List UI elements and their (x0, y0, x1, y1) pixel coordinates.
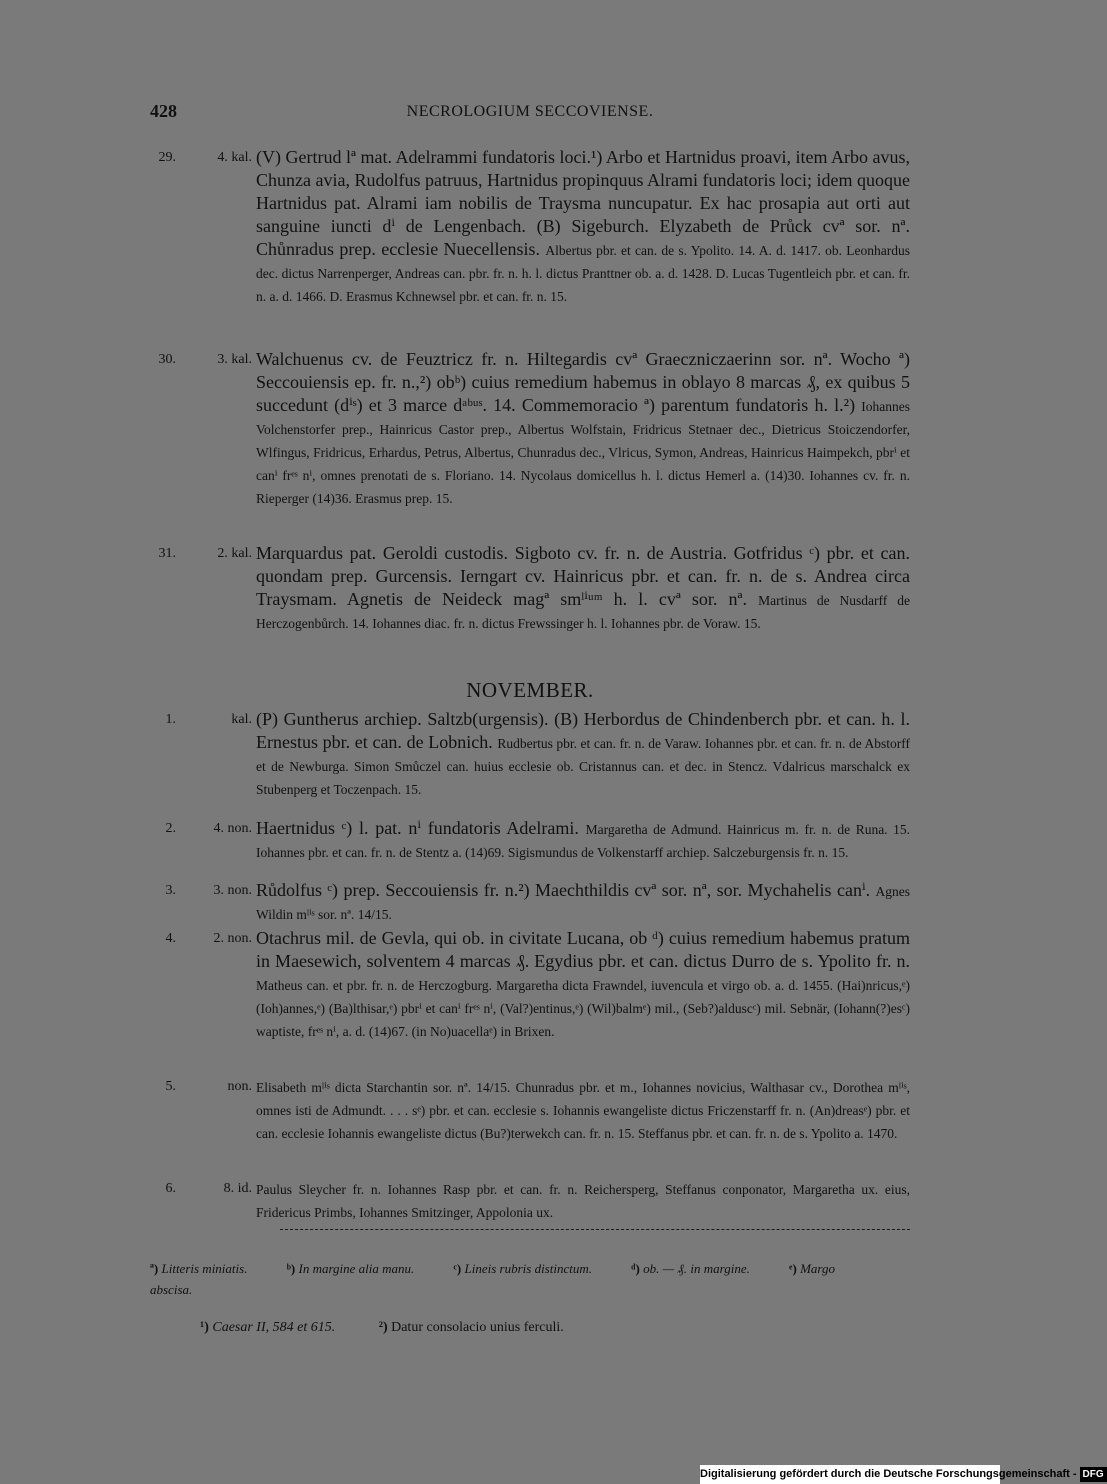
entry-day: 6. (165, 1181, 176, 1196)
entry-later-additions: Margaretha de Admund. Hainricus m. fr. n. de Runa. 15. Iohannes pbr. et can. fr. n. de Stentz a. (14)69. Sigismundus de Volkenstarff archiep. Salczeburgensis fr. n. 15. (256, 822, 911, 860)
entry-date: 4. kal. (217, 150, 252, 165)
necrology-entry (150, 927, 910, 1042)
entry-later-additions: Rudbertus pbr. et can. fr. n. de Varaw. Iohannes pbr. et can. fr. n. de Abstorff et de Newburga. Simon Smůczel can. huius ecclesie ob. Cristannus can. et dec. in Stencz. Vdalricus marschalck ex Stubenperg et Toczenpach. 15. (256, 736, 910, 797)
entry-main-text: (V) Gertrud lª mat. Adelrammi fundatoris loci.¹) Arbo et Hartnidus proavi, item Arbo avus, Chunza avia, Rudolfus patruus, Hartnidus propinquus Alrami fundatoris loci; idem quoque Hartnidus pat. Alrami iam nobilis de Traysma nuncupatur. Ex hac prosapia aut orti aut sanguine iuncti dⁱ de Lengenbach. (B) Sigeburch. Elyzabeth de Průck cvª sor. nª. Chůnradus prep. ecclesie Nuecellensis. (256, 147, 910, 259)
entry-main-text: (P) Guntherus archiep. Saltzb(urgensis). (B) Herbordus de Chindenberch pbr. et can. h. l. Ernestus pbr. et can. de Lobnich. (256, 709, 910, 752)
entry-main-text: Marquardus pat. Geroldi custodis. Sigboto cv. fr. n. de Austria. Gotfridus ᶜ) pbr. et can. quondam prep. Gurcensis. Ierngart cv. Hainricus pbr. et can. fr. n. de s. Andrea circa Traysmam. Agnetis de Neideck magª smˡⁱᵘᵐ h. l. cvª sor. nª. (256, 543, 910, 609)
entry-day: 1. (165, 712, 176, 727)
entry-date: 3. kal. (217, 352, 252, 367)
entry-text (256, 708, 910, 800)
entry-text (256, 1075, 910, 1144)
entry-date: 2. non. (213, 931, 252, 946)
entry-day: 5. (165, 1079, 176, 1094)
entry-later-additions: Paulus Sleycher fr. n. Iohannes Rasp pbr. et can. fr. n. Reichersperg, Steffanus conponator, Margaretha ux. eius, Fridericus Primbs, Iohannes Smitzinger, Appolonia ux. (256, 1182, 910, 1220)
page-header (150, 101, 910, 127)
footnote: ª) Litteris miniatis. (150, 1261, 248, 1276)
entry-text (256, 927, 910, 1042)
footnote: ᵇ) In margine alia manu. (286, 1261, 415, 1276)
entry-day: 30. (158, 352, 176, 367)
entry-later-additions: Albertus pbr. et can. de s. Ypolito. 14. A. d. 1417. ob. Leonhardus dec. dictus Narrenperger, Andreas can. pbr. fr. n. h. l. dictus Pranttner ob. a. d. 1428. D. Lucas Tugentleich pbr. et can. fr. n. a. d. 1466. D. Erasmus Kchnewsel pbr. et can. fr. n. 15. (256, 243, 910, 304)
entry-main-text: Otachrus mil. de Gevla, qui ob. in civitate Lucana, ob ᵈ) cuius remedium habemus pratum in Maesewich, solventem 4 marcas ₰. Egydius pbr. et can. dictus Durro de s. Ypolito fr. n. (256, 928, 910, 971)
entry-day: 4. (165, 931, 176, 946)
footnotes-letters (150, 1258, 910, 1300)
necrology-entry (150, 146, 910, 307)
dfg-logo: DFG (1080, 1467, 1107, 1482)
necrology-entry (150, 817, 910, 863)
footnote: ᶜ) Lineis rubris distinctum. (453, 1261, 592, 1276)
funding-notice: Digitalisierung gefördert durch die Deutsche Forschungsgemeinschaft - (700, 1468, 1077, 1480)
digitization-footer (700, 1465, 1104, 1484)
entry-text (256, 146, 910, 307)
entry-day: 31. (158, 546, 176, 561)
entry-later-additions: Iohannes Volchenstorfer prep., Hainricus Castor prep., Albertus Wolfstain, Fridricus Stetnaer dec., Dietricus Stoiczendorfer, Wlfingus, Fridricus, Erhardus, Petrus, Albertus, Chunradus dec., Vlricus, Symon, Andreas, Hainricus Haimpekch, pbrⁱ et canⁱ frᵉˢ nⁱ, omnes prenotati de s. Floriano. 14. Nycolaus domicellus h. l. dictus Hemerl a. (14)30. Iohannes cv. fr. n. Rieperger (14)36. Erasmus prep. 15. (256, 399, 910, 506)
necrology-entry (150, 348, 910, 509)
entry-day: 29. (158, 150, 176, 165)
entry-later-additions: Agnes Wildin mˡⁱˢ sor. nª. 14/15. (256, 884, 911, 922)
footnote-separator (280, 1229, 910, 1230)
entry-main-text: Haertnidus ᶜ) l. pat. nⁱ fundatoris Adelrami. (256, 818, 579, 838)
entry-day: 3. (165, 883, 176, 898)
entry-text (256, 348, 910, 509)
footnotes-numbers (200, 1320, 900, 1336)
entry-date: kal. (231, 712, 252, 727)
entry-text (256, 879, 910, 925)
entry-main-text: Walchuenus cv. de Feuztricz fr. n. Hiltegardis cvª Graeczniczaerinn sor. nª. Wocho ª) Seccouiensis ep. fr. n.,²) obᵇ) cuius remedium habemus in oblayo 8 marcas ₰, ex quibus 5 succedunt (dⁱˢ) et 3 marce dᵃᵇᵘˢ. 14. Commemoracio ª) parentum fundatoris h. l.²) (256, 349, 910, 415)
footnote: ¹) Caesar II, 584 et 615. (200, 1320, 336, 1335)
entry-later-additions: Matheus can. et pbr. fr. n. de Herczogburg. Margaretha dicta Frawndel, iuvencula et virgo ob. a. d. 1455. (Hai)nricus,ᵉ) (Ioh)annes,ᵉ) (Ba)lthisar,ᵉ) pbrⁱ et canⁱ frᵉˢ nⁱ, (Val?)entinus,ᵉ) (Wil)balmᵉ) mil., (Seb?)alduscᶜ) mil. Sebnär, (Iohann(?)esᶜ) waptiste, frᵉˢ nⁱ, a. d. (14)67. (in No)uacellaᵉ) in Brixen. (256, 978, 910, 1039)
entry-date: 4. non. (213, 821, 252, 836)
entry-text (256, 542, 910, 634)
running-title: NECROLOGIUM SECCOVIENSE. (406, 103, 654, 120)
entry-day: 2. (165, 821, 176, 836)
footnote: ᵉ) Margo abscisa. (150, 1261, 835, 1297)
necrology-entry (150, 879, 910, 925)
necrology-entry (150, 1075, 910, 1144)
page-number: 428 (150, 101, 177, 121)
entry-later-additions: Elisabeth mˡⁱˢ dicta Starchantin sor. nª. 14/15. Chunradus pbr. et m., Iohannes novicius, Walthasar cv., Dorothea mˡⁱˢ, omnes isti de Admundt. . . . sᵉ) pbr. et can. ecclesie s. Iohannis ewangeliste dictus Friczenstarff fr. n. (An)dreasᵉ) pbr. et can. ecclesie Iohannis ewangeliste dictus (Bu?)terwekch can. fr. n. 15. Steffanus pbr. et can. fr. n. de s. Ypolito a. 1470. (256, 1080, 910, 1141)
necrology-entry (150, 542, 910, 634)
entry-text (256, 817, 910, 863)
footnote: ²) Datur consolacio unius ferculi. (378, 1320, 564, 1335)
entry-main-text: Růdolfus ᶜ) prep. Seccouiensis fr. n.²) Maechthildis cvª sor. nª, sor. Mychahelis canⁱ. (256, 880, 871, 900)
footnote: ᵈ) ob. — ₰. in margine. (631, 1261, 750, 1276)
month-heading: NOVEMBER. (466, 678, 594, 702)
entry-date: 8. id. (223, 1181, 252, 1196)
entry-later-additions: Martinus de Nusdarff de Herczogenbůrch. 14. Iohannes diac. fr. n. dictus Frewssinger h. l. Iohannes pbr. de Voraw. 15. (256, 593, 911, 631)
necrology-entry (150, 1177, 910, 1223)
entry-date: non. (227, 1079, 252, 1094)
entry-text (256, 1177, 910, 1223)
entry-date: 2. kal. (217, 546, 252, 561)
necrology-entry (150, 708, 910, 800)
entry-date: 3. non. (213, 883, 252, 898)
